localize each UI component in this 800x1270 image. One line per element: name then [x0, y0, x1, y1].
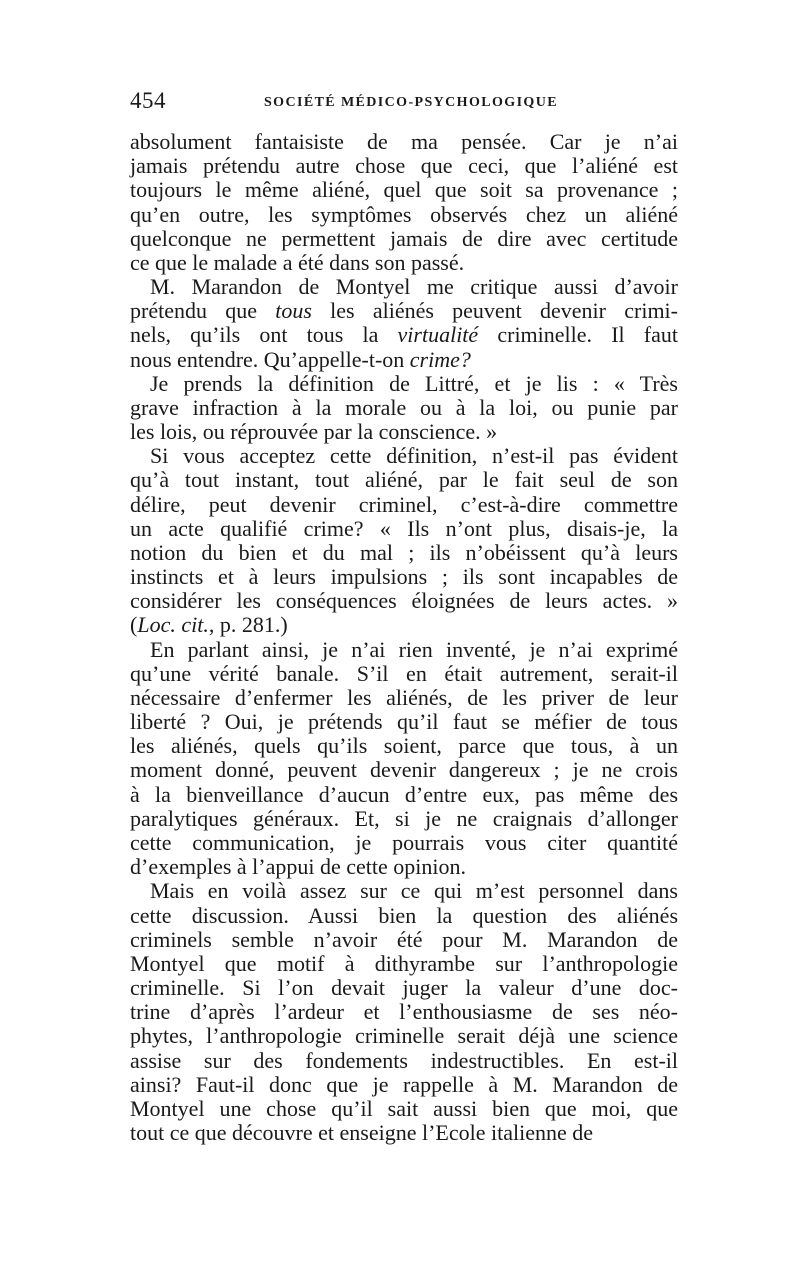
text-line [130, 348, 678, 372]
text-segment: délire, peut devenir criminel, c’est-à-dire commettre [130, 491, 678, 517]
page-number: 454 [130, 88, 166, 113]
text-segment: criminelle. Il faut [478, 322, 678, 348]
text-segment: qu’à tout instant, tout aliéné, par le fait seul de son [130, 467, 678, 493]
text-segment: moment donné, peuvent devenir dangereux ; je ne crois [130, 757, 678, 783]
text-line [130, 613, 678, 637]
text-segment: instincts et à leurs impulsions ; ils sont incapables de [130, 564, 678, 590]
text-line [130, 130, 678, 154]
text-line [130, 517, 678, 541]
text-line [130, 299, 678, 323]
text-line [130, 203, 678, 227]
italic-text: virtualité [397, 322, 479, 348]
text-segment: les lois, ou réprouvée par la conscience. » [130, 419, 498, 445]
text-segment: qu’en outre, les symptômes observés chez un aliéné [130, 201, 678, 227]
text-line [130, 323, 678, 347]
text-line [130, 952, 678, 976]
text-line [130, 710, 678, 734]
text-segment: criminelle. Si l’on devait juger la valeur d’une doc- [130, 975, 678, 1001]
page-header [130, 88, 678, 118]
text-line [130, 976, 678, 1000]
text-segment: Montyel une chose qu’il sait aussi bien que moi, que [130, 1095, 678, 1121]
text-line [130, 444, 678, 468]
text-line [130, 1000, 678, 1024]
text-line [130, 758, 678, 782]
text-segment: nécessaire d’enfermer les aliénés, de les priver de leur [130, 684, 678, 710]
text-line [130, 831, 678, 855]
text-segment: cette discussion. Aussi bien la question des aliénés [130, 902, 678, 928]
text-line [130, 662, 678, 686]
text-line [130, 372, 678, 396]
text-segment: trine d’après l’ardeur et l’enthousiasme de ses néo- [130, 999, 678, 1025]
text-segment: ( [130, 612, 138, 638]
text-line [130, 783, 678, 807]
text-segment: notion du bien et du mal ; ils n’obéissent qu’à leurs [130, 539, 678, 565]
text-segment: paralytiques généraux. Et, si je ne craignais d’allonger [130, 805, 678, 831]
text-line [130, 251, 678, 275]
text-segment: assise sur des fondements indestructibles. En est-il [130, 1047, 678, 1073]
text-segment: liberté ? Oui, je prétends qu’il faut se méfier de tous [130, 709, 678, 735]
text-line [130, 734, 678, 758]
text-segment: nels, qu’ils ont tous la [130, 322, 398, 348]
text-segment: les aliénés, quels qu’ils soient, parce que tous, à un [130, 733, 678, 759]
text-segment: d’exemples à l’appui de cette opinion. [130, 854, 466, 880]
text-segment: Montyel que motif à dithyrambe sur l’anthropologie [130, 950, 678, 976]
text-segment: M. Marandon de Montyel me critique aussi d’avoir [150, 274, 678, 300]
text-segment: qu’une vérité banale. S’il en était autrement, serait-il [130, 660, 678, 686]
text-segment: quelconque ne permettent jamais de dire avec certitude [130, 225, 678, 251]
text-segment: considérer les conséquences éloignées de leurs actes. » [130, 588, 678, 614]
text-line [130, 1121, 678, 1145]
text-segment: En parlant ainsi, je n’ai rien inventé, je n’ai exprimé [150, 636, 678, 662]
running-title: SOCIÉTÉ MÉDICO-PSYCHOLOGIQUE [264, 95, 558, 110]
text-line [130, 178, 678, 202]
body-text [130, 130, 678, 1145]
text-line [130, 493, 678, 517]
text-segment: à la bienveillance d’aucun d’entre eux, pas même des [130, 781, 678, 807]
text-line [130, 589, 678, 613]
text-line [130, 928, 678, 952]
text-segment: absolument fantaisiste de ma pensée. Car je n’ai [130, 129, 678, 154]
text-line [130, 686, 678, 710]
text-segment: prétendu que [130, 298, 276, 324]
text-segment: Mais en voilà assez sur ce qui m’est personnel dans [150, 878, 678, 904]
text-segment: jamais prétendu autre chose que ceci, que l’aliéné est [130, 153, 678, 179]
text-segment: ainsi? Faut-il donc que je rappelle à M. Marandon de [130, 1071, 678, 1097]
text-segment: tout ce que découvre et enseigne l’Ecole italienne de [130, 1120, 594, 1146]
text-segment: toujours le même aliéné, quel que soit sa provenance ; [130, 177, 678, 203]
text-line [130, 275, 678, 299]
text-line [130, 565, 678, 589]
text-line [130, 468, 678, 492]
text-line [130, 1024, 678, 1048]
italic-text: crime? [409, 346, 471, 372]
text-segment: phytes, l’anthropologie criminelle serait déjà une science [130, 1023, 678, 1049]
text-line [130, 879, 678, 903]
text-segment: cette communication, je pourrais vous citer quantité [130, 829, 678, 855]
text-segment: grave infraction à la morale ou à la loi, ou punie par [130, 394, 678, 420]
text-line [130, 1049, 678, 1073]
text-line [130, 227, 678, 251]
text-segment: ce que le malade a été dans son passé. [130, 249, 465, 275]
text-line [130, 420, 678, 444]
text-segment: Si vous acceptez cette définition, n’est-il pas évident [150, 443, 678, 469]
text-line [130, 154, 678, 178]
text-line [130, 638, 678, 662]
italic-text: tous [275, 298, 312, 324]
italic-text: Loc. cit. [137, 612, 209, 638]
text-line [130, 855, 678, 879]
text-line [130, 541, 678, 565]
text-line [130, 807, 678, 831]
text-segment: les aliénés peuvent devenir crimi- [311, 298, 678, 324]
text-line [130, 396, 678, 420]
text-segment: criminels semble n’avoir été pour M. Marandon de [130, 926, 678, 952]
text-segment: Je prends la définition de Littré, et je lis : « Très [150, 370, 678, 396]
text-segment: nous entendre. Qu’appelle-t-on [130, 346, 410, 372]
text-line [130, 1097, 678, 1121]
text-segment: , p. 281.) [208, 612, 288, 638]
text-line [130, 904, 678, 928]
text-segment: un acte qualifié crime? « Ils n’ont plus, disais-je, la [130, 515, 678, 541]
text-line [130, 1073, 678, 1097]
